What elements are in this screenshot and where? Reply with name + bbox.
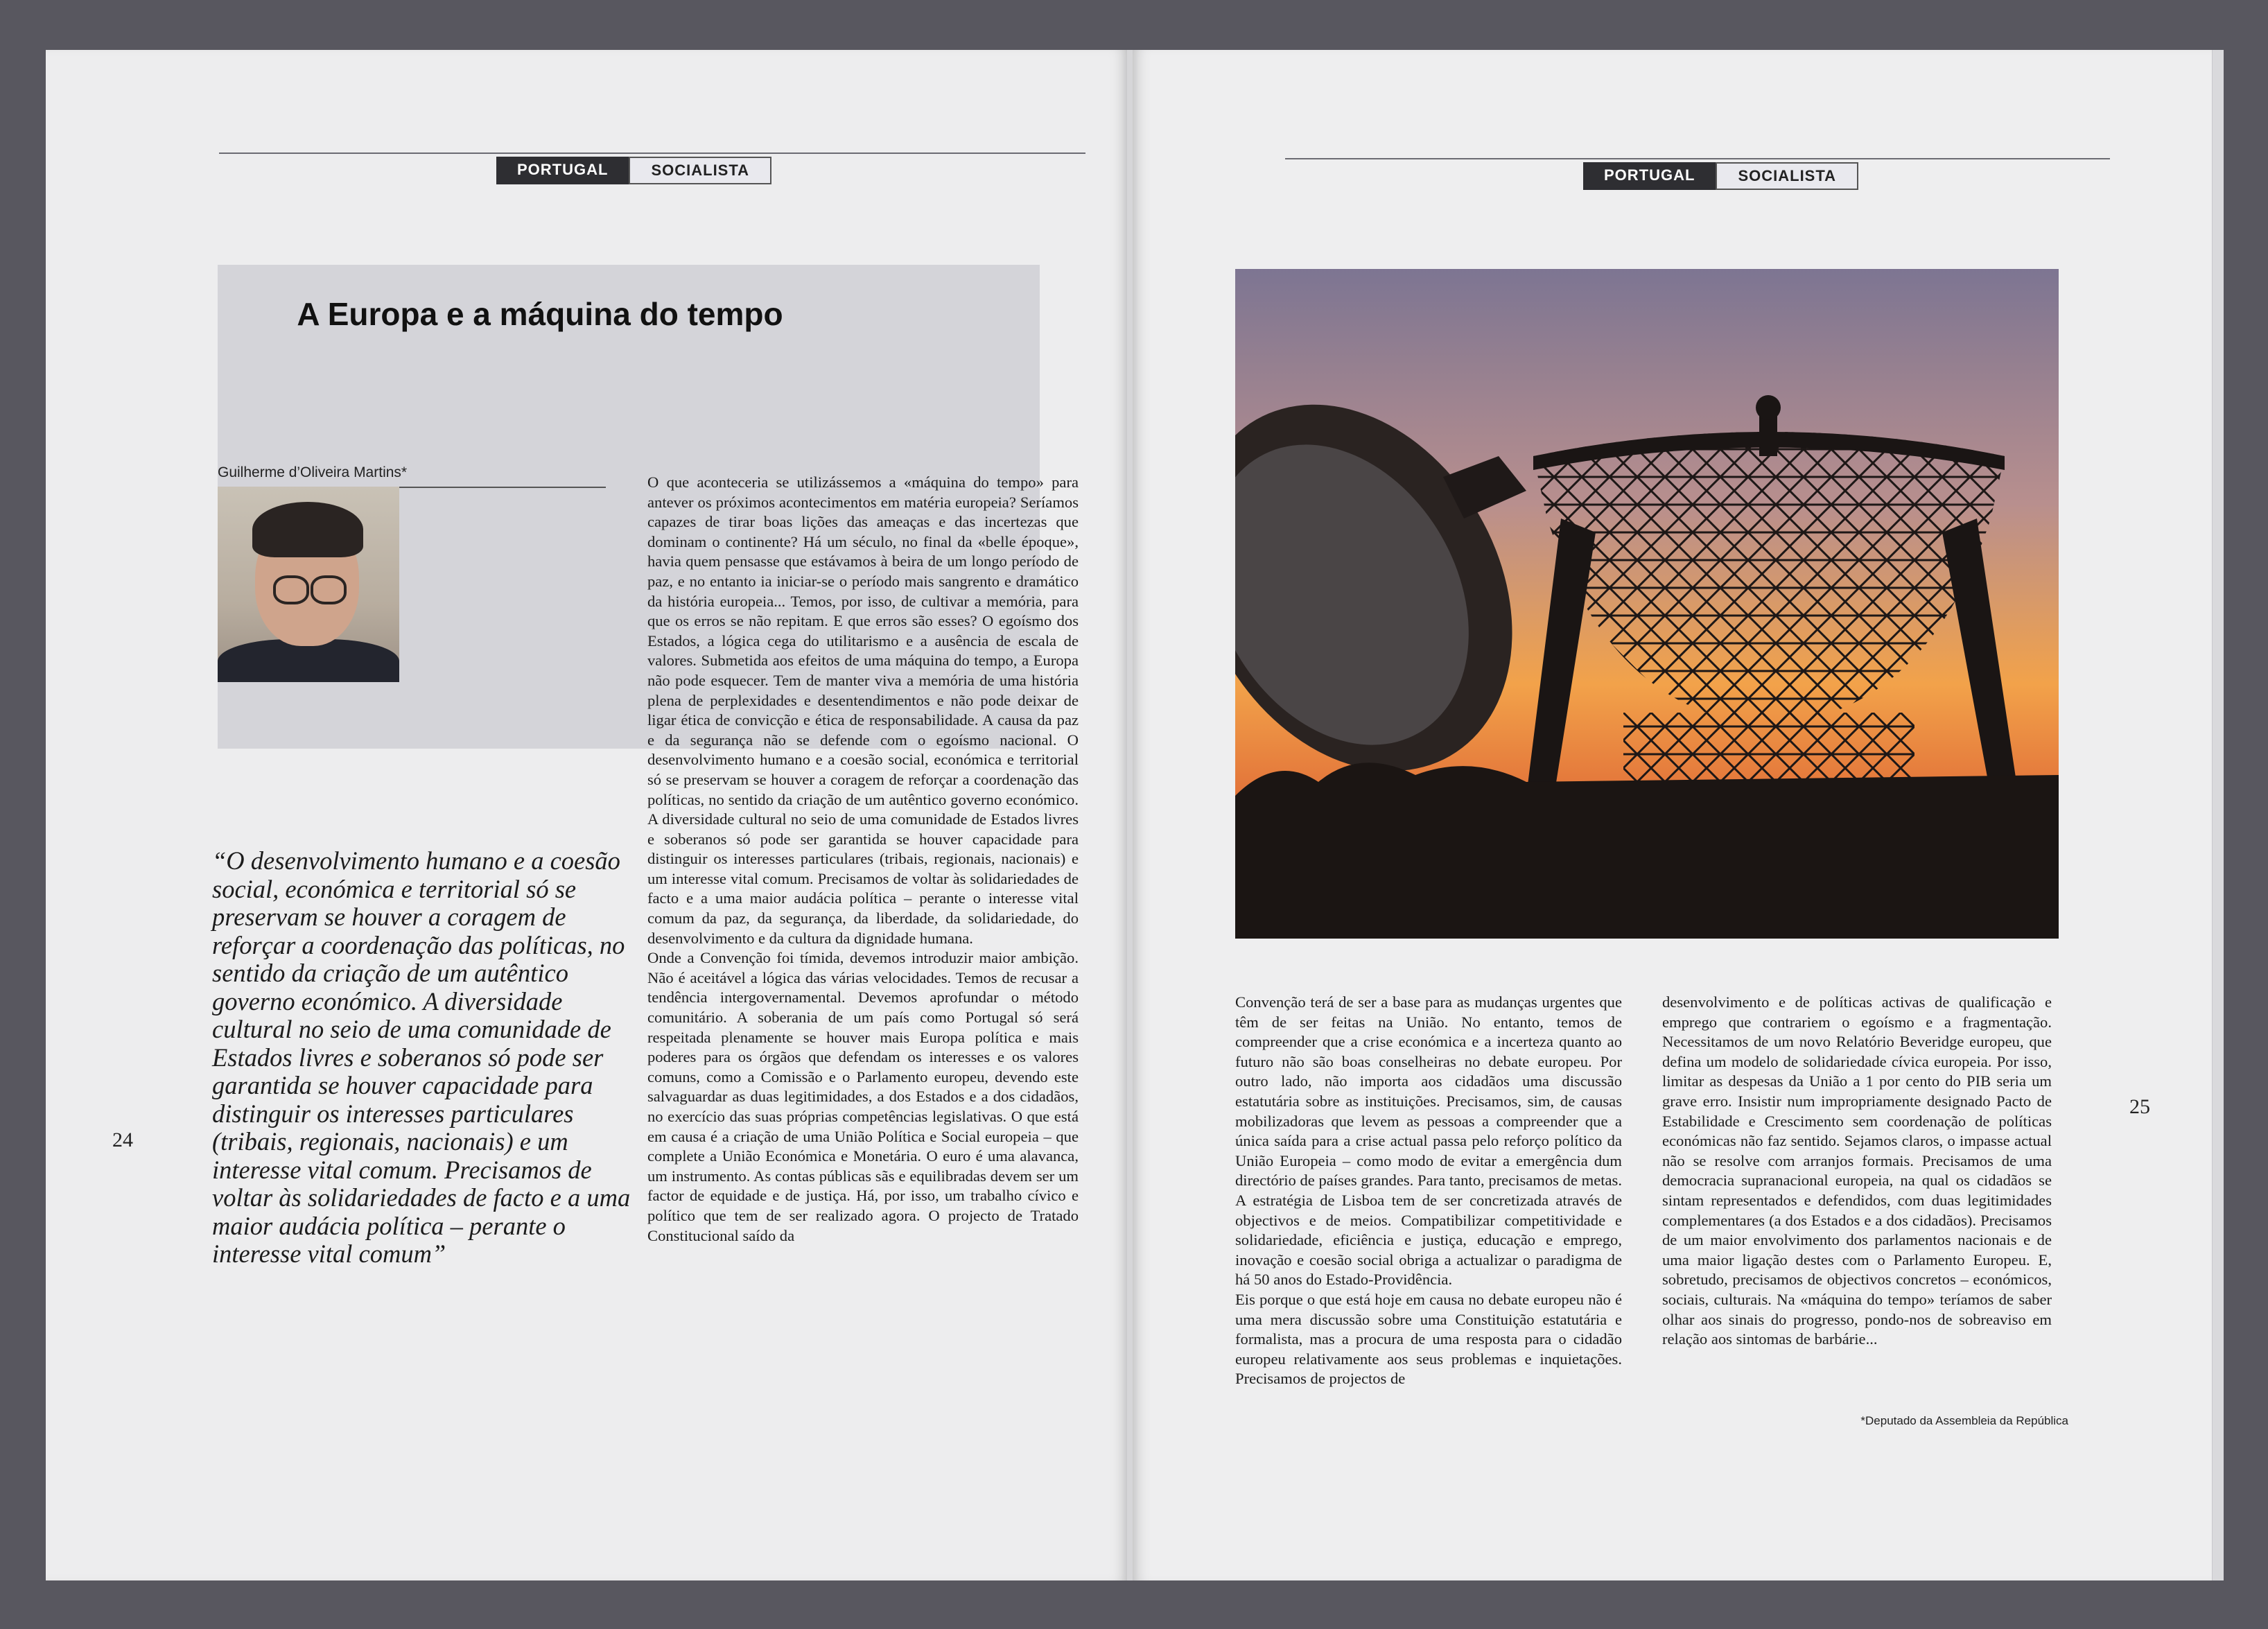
article-column-3 xyxy=(1662,993,2052,1350)
masthead xyxy=(496,157,771,184)
paragraph: Eis porque o que está hoje em causa no debate europeu não é uma mera discussão sobre uma Constituição estatutária e formalista, mas a procura de uma resposta para o cidadão europeu relativamente aos seus problemas e inquietações. Precisamos de projectos de xyxy=(1235,1290,1622,1388)
article-title: A Europa e a máquina do tempo xyxy=(297,296,783,332)
masthead-portugal: PORTUGAL xyxy=(496,157,629,184)
paragraph: Convenção terá de ser a base para as mudanças urgentes que têm de ser feitas na União. No entanto, temos de compreender que a crise económica e a incerteza quanto ao futuro não são boas conselheiras no debate europeu. Por outro lado, não importa aos cidadãos uma discussão estatutária sobre as instituições. Precisamos, sim, de causas mobilizadoras que levem as pessoas a compreender que a única saída para a crise actual passa pelo reforço político da União Europeia – como modo de evitar a emergência dum directório de países grandes. Para tanto, precisamos de metas. A estratégia de Lisboa tem de ser concretizada através de objectivos e de meios. Compatibilizar competitividade e solidariedade, eficiência e justiça, educação e emprego, inovação e coesão social obriga a actualizar o paradigma de há 50 anos do Estado-Providência. xyxy=(1235,993,1622,1289)
paragraph: O que aconteceria se utilizássemos a «máquina do tempo» para antever os próximos acontecimentos em matéria europeia? Seríamos capazes de tirar boas lições das ameaças e das incertezas que dominam o continente? Há um século, no final da «belle époque», havia quem pensasse que estávamos à beira de um longo período de paz, e no entanto ia iniciar-se o período mais sangrento e dramático da história europeia... Temos, por isso, de cultivar a memória, para que os erros se não repitam. E que erros são esses? O egoísmo dos Estados, a lógica cega do utilitarismo e a ausência de escala de valores. Submetida aos efeitos de uma máquina do tempo, a Europa não pode esquecer. Tem de manter viva a memória de uma história plena de perplexidades e desentendimentos e não pode deixar de ligar ética de convicção e ética de responsabilidade. A causa da paz e da segurança não se defende com o egoísmo nacional. O desenvolvimento humano e a coesão social, económica e territorial só se preservam se houver a coragem de reforçar a coordenação das políticas, no sentido da criação de um autêntico governo económico. A diversidade cultural no seio de uma comunidade de Estados livres e soberanos só pode ser garantida se houver capacidade para distinguir os interesses particulares (tribais, regionais, nacionais) e um interesse vital comum. Precisamos de voltar às solidariedades de facto e a uma maior audácia política – perante o interesse vital comum da paz, da segurança, da liberdade, da solidariedade, do desenvolvimento e da cultura da dignidade humana. xyxy=(647,473,1079,947)
article-column-1 xyxy=(647,473,1079,1246)
top-rule xyxy=(219,153,1085,154)
paragraph: desenvolvimento e de políticas activas de qualificação e emprego que contrariem o egoísmo e a fragmentação. Necessitamos de um novo Relatório Beveridge europeu, que defina um modelo de solidariedade cívica europeia. Por isso, limitar as despesas da União a 1 por cento do PIB seria um grave erro. Insistir num impropriamente designado Pacto de Estabilidade e Crescimento sem coordenação de políticas económicas não faz sentido. Sejamos claros, o impasse actual não se resolve com arranjos formais. Precisamos de uma democracia supranacional europeia, na qual os cidadãos se sintam representados e defendidos, com duas legitimidades complementares (a dos Estados e a dos cidadãos). Precisamos de um maior envolvimento dos parlamentos nacionais e de uma maior ligação destes com o Parlamento Europeu. E, sobretudo, precisamos de objectivos concretos – económicos, sociais, culturais. Na «máquina do tempo» teríamos de saber olhar aos sinais do progresso, pondo-nos de sobreaviso em relação aos sintomas de barbárie... xyxy=(1662,993,2052,1348)
masthead-portugal: PORTUGAL xyxy=(1583,162,1716,190)
paragraph: Onde a Convenção foi tímida, devemos introduzir maior ambição. Não é aceitável a lógica das várias velocidades. Temos de recusar a tendência intergovernamental. Devemos aprofundar o método comunitário. A soberania de um país como Portugal só será respeitada plenamente se houver mais Europa política e mais poderes para os órgãos que defendam os interesses e os valores comuns, como a Comissão e o Parlamento europeu, devendo este salvaguardar as duas legitimidades, a dos Estados e a dos cidadãos, no exercício das suas próprias competências legislativas. O que está em causa é a criação de uma União Política e Social europeia – que complete a União Económica e Monetária. O euro é uma alavanca, um instrumento. As contas públicas sãs e equilibradas devem ser um factor de equidade e de justiça. Há, por isso, um trabalho cívico e político que tem de ser realizado agora. O projecto de Tratado Constitucional saído da xyxy=(647,949,1079,1244)
masthead-socialista: SOCIALISTA xyxy=(1716,162,1858,190)
page-number-right: 25 xyxy=(2129,1095,2150,1118)
top-rule xyxy=(1285,158,2110,159)
author-photo xyxy=(218,487,399,682)
radio-telescope-photo xyxy=(1235,269,2059,939)
pull-quote: “O desenvolvimento humano e a coesão social, económica e territorial só se preservam se houver a coragem de reforçar a coordenação das políticas, no sentido da criação de um autêntico governo económico. A diversidade cultural no seio de uma comunidade de Estados livres e soberanos só pode ser garantida se houver capacidade para distinguir os interesses particulares (tribais, regionais, nacionais) e um interesse vital comum. Precisamos de voltar às solidariedades de facto e a uma maior audácia política – perante o interesse vital comum” xyxy=(212,846,631,1268)
masthead-socialista: SOCIALISTA xyxy=(629,157,771,184)
left-page xyxy=(46,50,1128,1580)
page-edge xyxy=(2212,50,2224,1580)
author-byline: Guilherme d’Oliveira Martins* xyxy=(218,464,606,488)
article-column-2 xyxy=(1235,993,1622,1389)
author-footnote: *Deputado da Assembleia da República xyxy=(1860,1414,2068,1427)
masthead xyxy=(1583,162,1858,190)
page-number-left: 24 xyxy=(112,1129,133,1151)
